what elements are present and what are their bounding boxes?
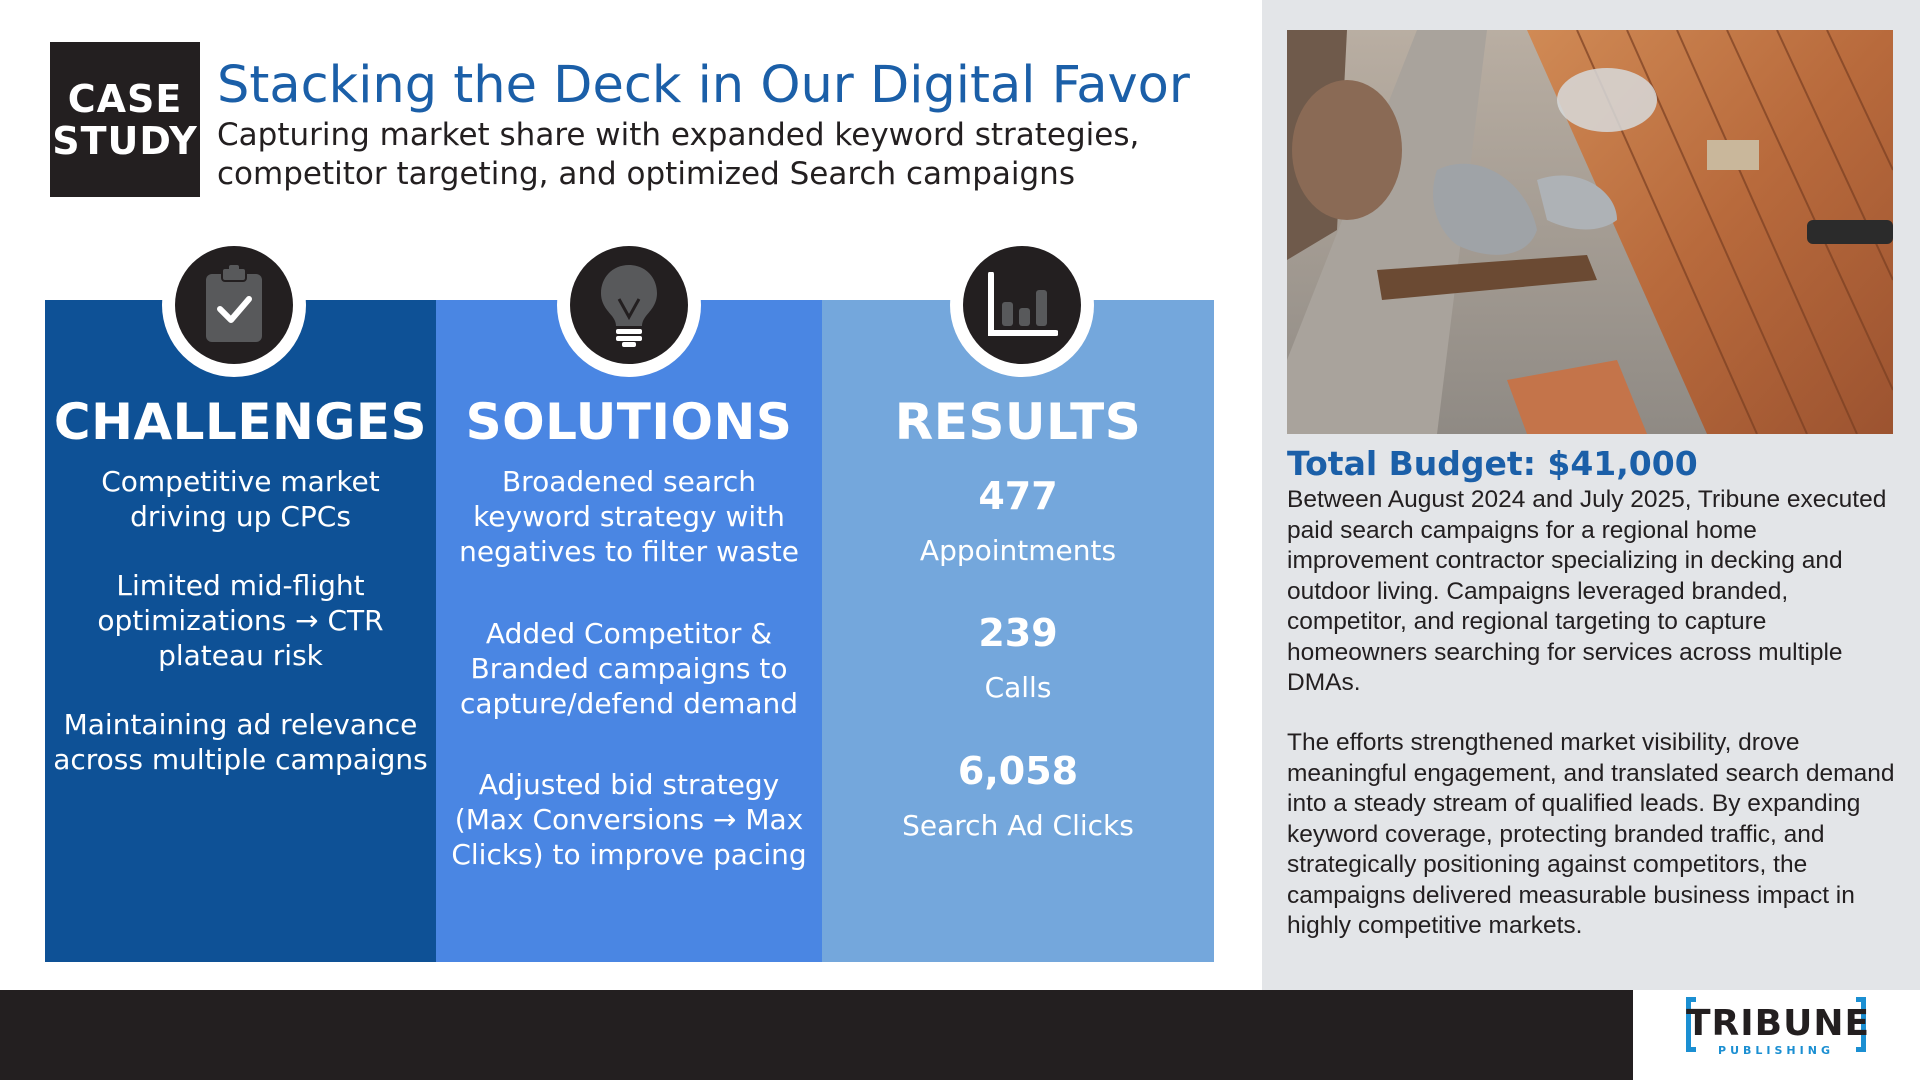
challenge-item: Maintaining ad relevance across multiple campaigns [53,708,428,776]
solutions-column [436,300,822,962]
metric-label: Search Ad Clicks [902,809,1134,842]
badge-line-1: CASE [67,76,183,121]
tribune-logo-text: TRIBUNE [1686,1003,1871,1044]
results-column [822,300,1214,962]
challenges-icon-circle [162,233,306,377]
bar-chart-icon [986,272,1058,338]
challenge-item: Competitive market driving up CPCs [101,465,380,533]
clipboard-check-icon [203,265,265,345]
lightbulb-icon [599,263,659,347]
solutions-heading: SOLUTIONS [465,393,793,451]
solution-item: Broadened search keyword strategy with negatives to filter waste [459,465,799,568]
page-title: Stacking the Deck in Our Digital Favor [217,56,1190,115]
metric-value: 239 [978,611,1058,655]
results-heading: RESULTS [894,393,1142,451]
results-icon-circle [950,233,1094,377]
summary-paragraph-2: The efforts strengthened market visibility, drove meaningful engagement, and translated search demand into a steady stream of qualified leads. By expanding keyword coverage, protecting branded traffic, and strategically positioning against competitors, the campaigns delivered measurable business impact in highly competitive markets. [1287,729,1895,939]
tribune-logo-subtext: PUBLISHING [1718,1044,1834,1057]
footer-bar [0,990,1633,1080]
page-subtitle: Capturing market share with expanded keyword strategies, competitor targeting, and optimized Search campaigns [217,117,1140,192]
solutions-icon-circle [557,233,701,377]
total-budget: Total Budget: $41,000 [1287,444,1698,483]
metric-value: 6,058 [957,749,1079,793]
challenges-column [45,300,436,962]
case-study-badge [50,42,200,197]
challenge-item: Limited mid-flight optimizations → CTR plateau risk [97,569,384,672]
metric-label: Calls [984,671,1052,704]
summary-paragraph-1: Between August 2024 and July 2025, Tribune executed paid search campaigns for a regional home improvement contractor specializing in decking and outdoor living. Campaigns leveraged branded, competitor, and regional targeting to capture homeowners searching for services across multiple DMAs. [1287,486,1887,696]
badge-line-2: STUDY [52,118,198,163]
solution-item: Adjusted bid strategy (Max Conversions → Max Clicks) to improve pacing [451,768,807,871]
metric-label: Appointments [919,534,1117,567]
metric-value: 477 [978,474,1058,518]
challenges-heading: CHALLENGES [53,393,428,451]
decking-photo [1287,30,1893,434]
solution-item: Added Competitor & Branded campaigns to capture/defend demand [459,617,799,720]
